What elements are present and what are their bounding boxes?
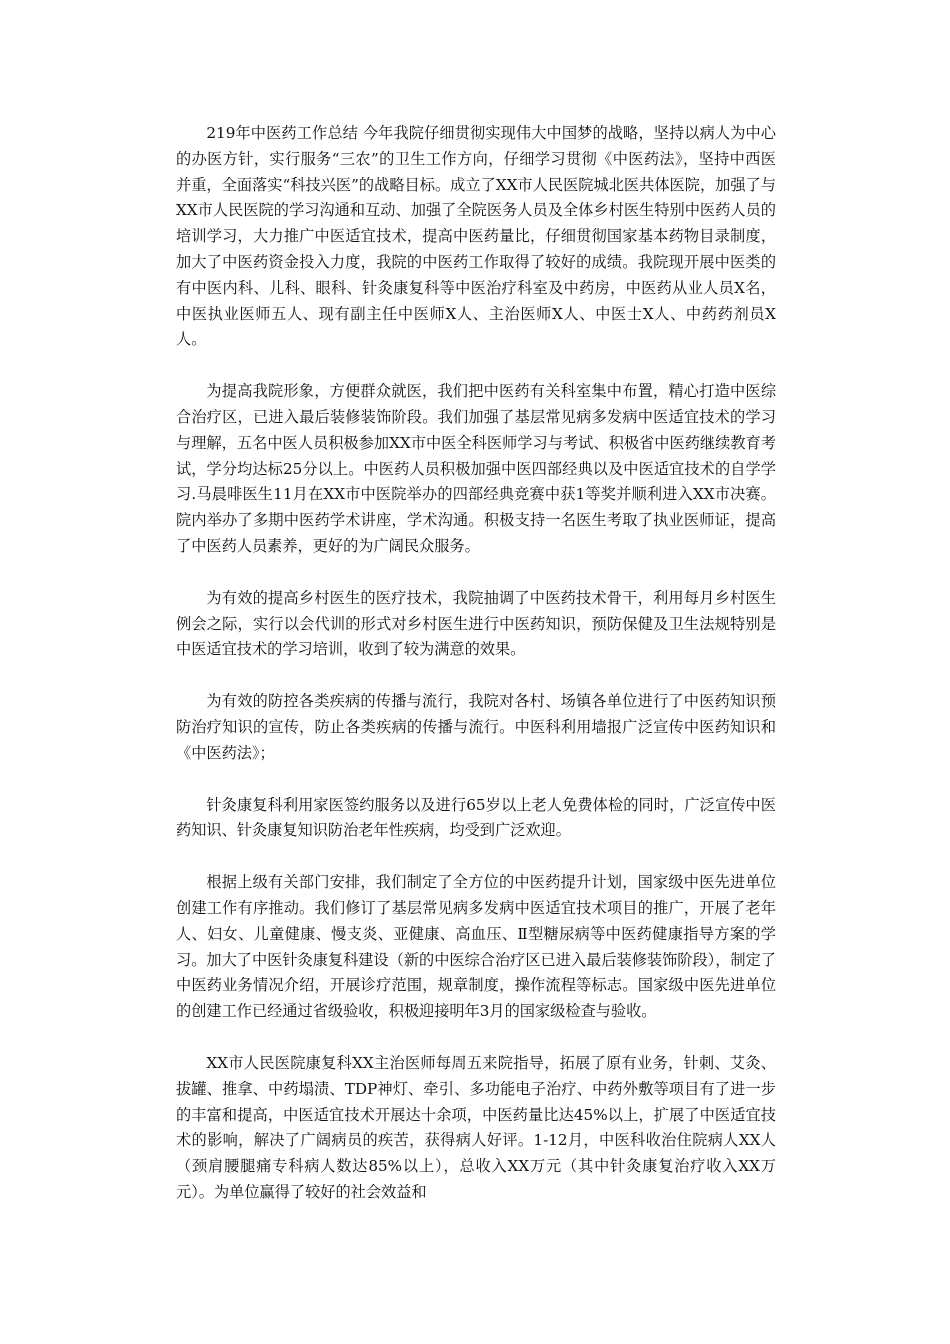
paragraph-image-and-training: 为提高我院形象，方便群众就医，我们把中医药有关科室集中布置，精心打造中医综合治疗区，已进入最后装修装饰阶段。我们加强了基层常见病多发病中医适宜技术的学习与理解，五名中医人员积极参加XX市中医全科医师学习与考试、积极省中医药继续教育考试，学分均达标25分以上。中医药人员积极加强中医四部经典以及中医适宜技术的自学学习.马晨啡医生11月在XX市中医院举办的四部经典竞赛中获1等奖并顺利进入XX市决赛。院内举办了多期中医药学术讲座，学术沟通。积极支持一名医生考取了执业医师证，提高了中医药人员素养，更好的为广阔民众服务。 bbox=[176, 382, 776, 555]
paragraph-summary-intro: 219年中医药工作总结 今年我院仔细贯彻实现伟大中国梦的战略，坚持以病人为中心的办医方针，实行服务“三农”的卫生工作方向，仔细学习贯彻《中医药法》，坚持中西医并重，全面落实“科技兴医”的战略目标。成立了XX市人民医院城北医共体医院，加强了与XX市人民医院的学习沟通和互动、加强了全院医务人员及全体乡村医生特别中医药人员的培训学习，大力推广中医适宜技术，提高中医药量比，仔细贯彻国家基本药物目录制度，加大了中医药资金投入力度，我院的中医药工作取得了较好的成绩。我院现开展中医类的有中医内科、儿科、眼科、针灸康复科等中医治疗科室及中药房，中医药从业人员X名，中医执业医师五人、现有副主任中医师X人、主治医师X人、中医士X人、中药药剂员X人。 bbox=[176, 124, 776, 349]
paragraph-acupuncture-outreach: 针灸康复科利用家医签约服务以及进行65岁以上老人免费体检的同时，广泛宣传中医药知识、针灸康复知识防治老年性疾病，均受到广泛欢迎。 bbox=[176, 795, 776, 840]
paragraph-advancement-plan: 根据上级有关部门安排，我们制定了全方位的中医药提升计划，国家级中医先进单位创建工作有序推动。我们修订了基层常见病多发病中医适宜技术项目的推广，开展了老年人、妇女、儿童健康、慢支炎、亚健康、高血压、Ⅱ型糖尿病等中医药健康指导方案的学习。加大了中医针灸康复科建设（新的中医综合治疗区已进入最后装修装饰阶段），制定了中医药业务情况介绍，开展诊疗范围，规章制度，操作流程等标志。国家级中医先进单位的创建工作已经通过省级验收，积极迎接明年3月的国家级检查与验收。 bbox=[176, 873, 776, 1021]
document-body bbox=[176, 121, 776, 1232]
paragraph-disease-prevention: 为有效的防控各类疾病的传播与流行，我院对各村、场镇各单位进行了中医药知识预防治疗知识的宣传，防止各类疾病的传播与流行。中医科利用墙报广泛宣传中医药知识和《中医药法》； bbox=[176, 692, 776, 762]
paragraph-village-doctor-training: 为有效的提高乡村医生的医疗技术，我院抽调了中医药技术骨干，利用每月乡村医生例会之际，实行以会代训的形式对乡村医生进行中医药知识，预防保健及卫生法规特别是中医适宜技术的学习培训，收到了较为满意的效果。 bbox=[176, 588, 776, 659]
paragraph-rehabilitation-results: XX市人民医院康复科XX主治医师每周五来院指导，拓展了原有业务，针刺、艾灸、拔罐、推拿、中药塌渍、TDP神灯、牵引、多功能电子治疗、中药外敷等项目有了进一步的丰富和提高，中医适宜技术开展达十余项，中医药量比达45%以上，扩展了中医适宜技术的影响，解决了广阔病员的疾苦，获得病人好评。1-12月，中医科收治住院病人XX人（颈肩腰腿痛专科病人数达85%以上），总收入XX万元（其中针灸康复治疗收入XX万元）。为单位赢得了较好的社会效益和 bbox=[176, 1053, 776, 1201]
